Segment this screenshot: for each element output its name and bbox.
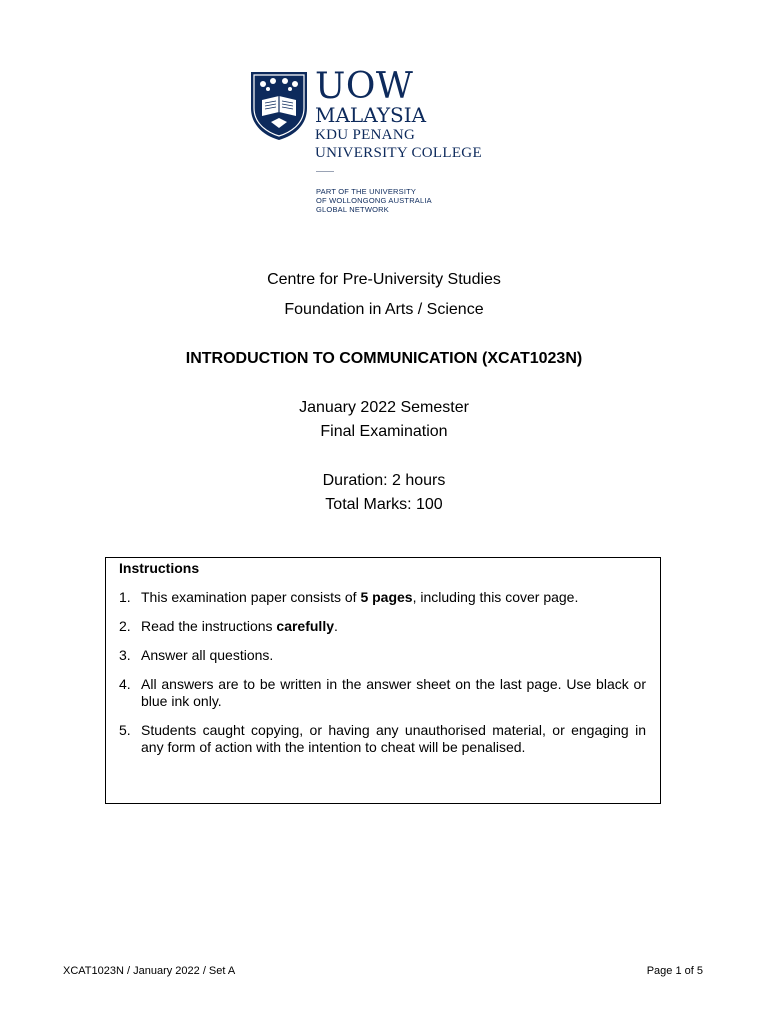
centre-name: Centre for Pre-University Studies	[267, 271, 501, 288]
instruction-item	[119, 647, 646, 664]
instruction-number: 2.	[119, 618, 131, 634]
instruction-text: Students caught copying, or having any unauthorised material, or engaging in any form of action with the intention to cheat will be penalised.	[141, 722, 646, 755]
university-logo	[249, 66, 509, 220]
logo-kdu-penang: KDU PENANG	[315, 127, 416, 143]
instruction-number: 3.	[119, 647, 131, 663]
logo-network-text	[316, 187, 432, 214]
instruction-text: Read the instructions	[141, 618, 277, 634]
course-title: INTRODUCTION TO COMMUNICATION (XCAT1023N)	[185, 350, 583, 367]
instruction-text-end: .	[334, 618, 338, 634]
instruction-item	[119, 618, 646, 635]
network-line: PART OF THE UNIVERSITY	[316, 187, 417, 196]
footer-page-number: Page 1 of 5	[646, 965, 703, 977]
network-line: OF WOLLONGONG AUSTRALIA	[316, 196, 432, 205]
instruction-text: This examination paper consists of	[141, 589, 361, 605]
instruction-item	[119, 589, 646, 606]
instruction-text: All answers are to be written in the answer sheet on the last page. Use black or blue ink only.	[141, 676, 646, 709]
semester: January 2022 Semester	[299, 399, 469, 416]
logo-uow: UOW	[315, 66, 414, 107]
network-line: GLOBAL NETWORK	[316, 205, 389, 214]
duration: Duration: 2 hours	[322, 472, 446, 489]
footer-course-code: XCAT1023N / January 2022 / Set A	[63, 965, 236, 977]
instruction-text: Answer all questions.	[141, 647, 274, 663]
instruction-emphasis: 5 pages	[360, 589, 413, 605]
crest-icon	[249, 70, 309, 142]
instructions-title: Instructions	[119, 560, 200, 576]
instruction-number: 1.	[119, 589, 131, 605]
instructions-box	[105, 557, 661, 804]
instruction-emphasis: carefully	[276, 618, 334, 634]
exam-type: Final Examination	[320, 423, 448, 440]
logo-malaysia: MALAYSIA	[315, 103, 427, 127]
instruction-text-end: , including this cover page.	[412, 589, 579, 605]
logo-wordmark	[315, 66, 482, 162]
instructions-list	[119, 589, 646, 768]
logo-divider	[316, 171, 334, 172]
instruction-item	[119, 676, 646, 710]
instruction-item	[119, 722, 646, 756]
instruction-number: 4.	[119, 676, 131, 692]
programme-name: Foundation in Arts / Science	[284, 301, 484, 318]
instruction-number: 5.	[119, 722, 131, 738]
logo-university-college: UNIVERSITY COLLEGE	[315, 145, 482, 161]
total-marks: Total Marks: 100	[325, 496, 443, 513]
